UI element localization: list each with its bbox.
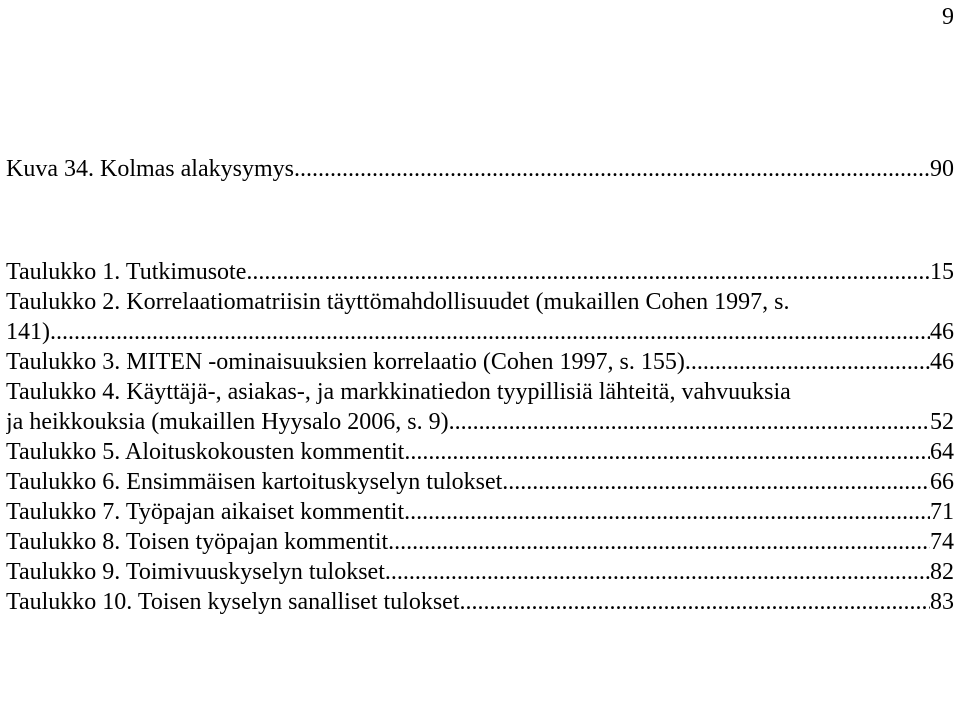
page-number: 9 <box>942 4 954 30</box>
toc-entry-label: Taulukko 10. Toisen kyselyn sanalliset tulokset <box>6 589 460 615</box>
toc-entry-table-7[interactable] <box>6 497 954 527</box>
toc-entry-table-3[interactable] <box>6 347 954 377</box>
toc-entry-page: 52 <box>930 409 954 435</box>
dot-leader <box>459 587 930 617</box>
toc-entry-table-1[interactable] <box>6 257 954 287</box>
dot-leader <box>50 317 930 347</box>
dot-leader <box>502 467 930 497</box>
toc-entry-label: Kuva 34. Kolmas alakysymys <box>6 156 294 182</box>
toc-entry-label-line2: 141) <box>6 319 50 345</box>
toc-entry-label: Taulukko 8. Toisen työpajan kommentit <box>6 529 389 555</box>
toc-entry-page: 64 <box>930 439 954 465</box>
toc-entry-figure-34[interactable] <box>6 154 954 184</box>
toc-entry-page: 66 <box>930 469 954 495</box>
toc-entry-page: 82 <box>930 559 954 585</box>
dot-leader <box>294 154 930 184</box>
toc-entry-page: 74 <box>930 529 954 555</box>
toc-entry-page: 71 <box>930 499 954 525</box>
dot-leader <box>449 407 930 437</box>
toc-entry-label: Taulukko 3. MITEN -ominaisuuksien korrelaatio (Cohen 1997, s. 155) <box>6 349 685 375</box>
toc-entry-label: Taulukko 6. Ensimmäisen kartoituskyselyn tulokset <box>6 469 503 495</box>
toc-entry-table-6[interactable] <box>6 467 954 497</box>
toc-entry-label: Taulukko 1. Tutkimusote <box>6 259 247 285</box>
toc-entry-label-line1: Taulukko 4. Käyttäjä-, asiakas-, ja markkinatiedon tyypillisiä lähteitä, vahvuuksia <box>6 379 791 405</box>
toc-entry-page: 46 <box>930 349 954 375</box>
toc-entry-page: 90 <box>930 156 954 182</box>
toc-entry-table-10[interactable] <box>6 587 954 617</box>
toc-entry-label: Taulukko 7. Työpajan aikaiset kommentit <box>6 499 405 525</box>
toc-entry-table-2[interactable] <box>6 287 954 347</box>
toc-entry-page: 83 <box>930 589 954 615</box>
toc-entry-label: Taulukko 5. Aloituskokousten kommentit <box>6 439 405 465</box>
list-of-tables <box>6 257 954 617</box>
dot-leader <box>404 497 930 527</box>
dot-leader <box>385 557 930 587</box>
toc-entry-page: 46 <box>930 319 954 345</box>
toc-entry-label-line1: Taulukko 2. Korrelaatiomatriisin täyttömahdollisuudet (mukaillen Cohen 1997, s. <box>6 289 790 315</box>
toc-entry-table-9[interactable] <box>6 557 954 587</box>
dot-leader <box>246 257 930 287</box>
toc-entry-table-8[interactable] <box>6 527 954 557</box>
toc-entry-table-4[interactable] <box>6 377 954 437</box>
toc-entry-label-line2: ja heikkouksia (mukaillen Hyysalo 2006, s. 9) <box>6 409 449 435</box>
toc-entry-label: Taulukko 9. Toimivuuskyselyn tulokset <box>6 559 385 585</box>
list-of-figures <box>6 154 954 184</box>
dot-leader <box>685 347 930 377</box>
dot-leader <box>388 527 930 557</box>
toc-entry-page: 15 <box>930 259 954 285</box>
dot-leader <box>404 437 930 467</box>
toc-entry-table-5[interactable] <box>6 437 954 467</box>
